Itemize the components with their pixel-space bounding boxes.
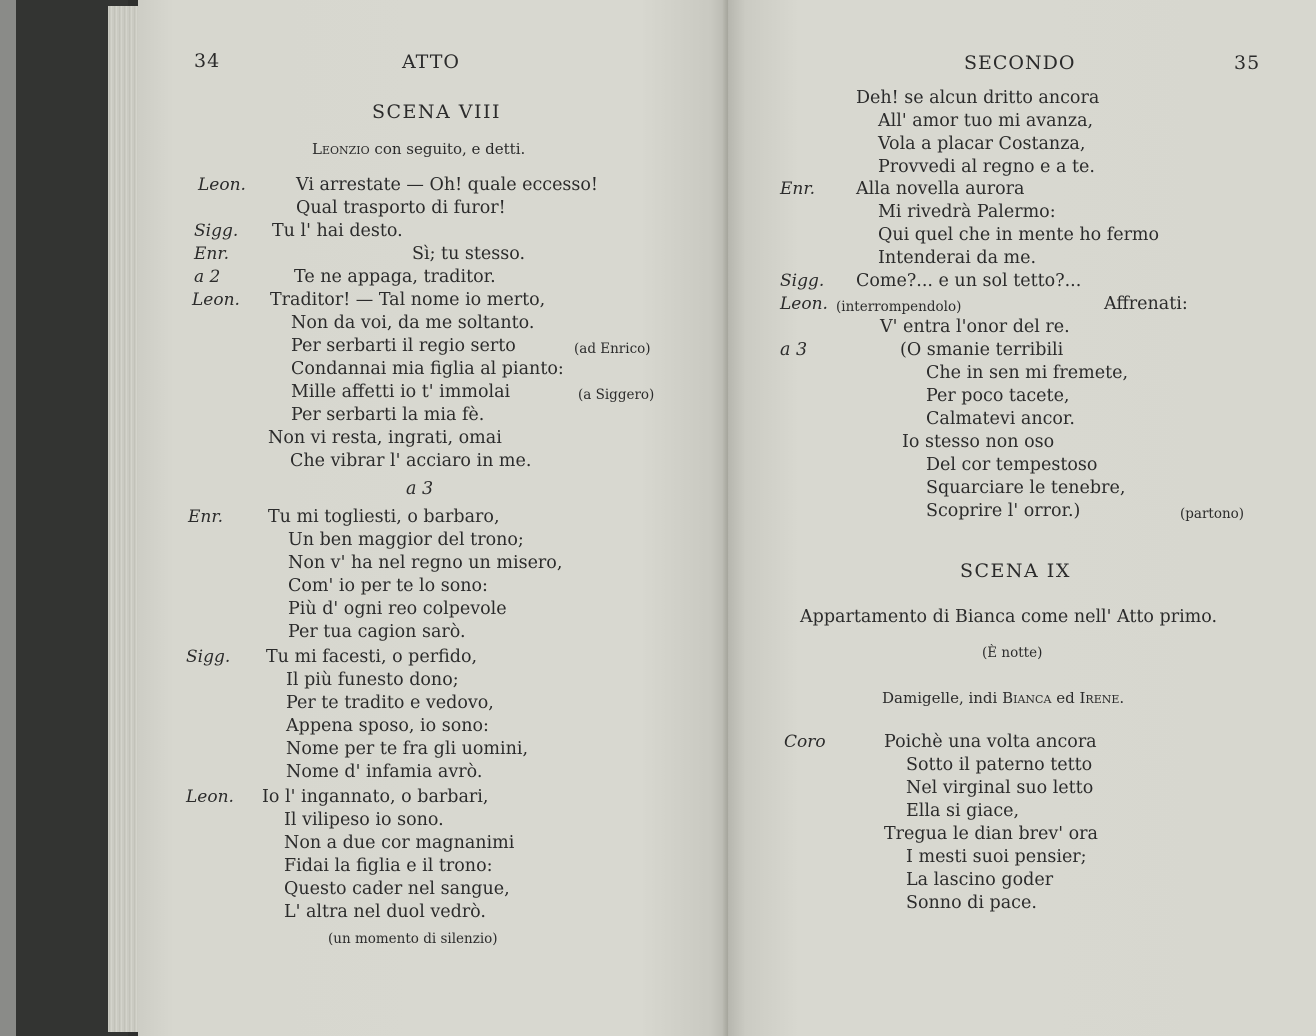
verse-line: (O smanie terribili — [900, 340, 1064, 360]
verse-line: Mille affetti io t' immolai — [291, 382, 511, 402]
verse-line: Per te tradito e vedovo, — [286, 693, 494, 713]
verse-line: Sì; tu stesso. — [412, 244, 526, 264]
verse-line: Provvedi al regno e a te. — [878, 157, 1095, 177]
character-irene: Irene. — [1079, 689, 1125, 707]
scene-characters — [882, 687, 1124, 710]
verse-line: Calmatevi ancor. — [926, 409, 1075, 429]
verse-line: Io stesso non oso — [902, 432, 1055, 452]
verse-line: Io l' ingannato, o barbari, — [262, 787, 489, 807]
verse-line: L' altra nel duol vedrò. — [284, 902, 486, 922]
speaker-label: Sigg. — [186, 647, 231, 667]
running-head-left: ATTO — [402, 51, 460, 73]
speaker-label: Enr. — [780, 179, 816, 199]
verse-line: Nel virginal suo letto — [906, 778, 1094, 798]
verse-line: Vola a placar Costanza, — [878, 134, 1086, 154]
speaker-label: Leon. — [192, 290, 240, 310]
page-number-right: 35 — [1234, 52, 1261, 74]
verse-line: Qual trasporto di furor! — [296, 198, 506, 218]
characters-and: ed — [1056, 689, 1075, 707]
scanner-edge — [0, 0, 16, 1036]
verse-line: Per poco tacete, — [926, 386, 1070, 406]
verse-line: Nome per te fra gli uomini, — [286, 739, 529, 759]
verse-line: Traditor! — Tal nome io merto, — [270, 290, 546, 310]
verse-line: Il più funesto dono; — [286, 670, 459, 690]
verse-line: Non vi resta, ingrati, omai — [268, 428, 502, 448]
verse-line: Qui quel che in mente ho fermo — [878, 225, 1160, 245]
running-head-right: SECONDO — [964, 52, 1076, 74]
verse-line: Scoprire l' orror.) — [926, 501, 1081, 521]
speaker-label: Sigg. — [194, 221, 239, 241]
verse-line: Fidai la figlia e il trono: — [284, 856, 493, 876]
scene-characters — [312, 138, 525, 161]
scene-title-viii: SCENA VIII — [372, 101, 502, 123]
verse-line: Questo cader nel sangue, — [284, 879, 510, 899]
speaker-label: Sigg. — [780, 271, 825, 291]
verse-line: Tu l' hai desto. — [272, 221, 403, 241]
verse-line: V' entra l'onor del re. — [880, 317, 1070, 337]
verse-line: Com' io per te lo sono: — [288, 576, 488, 596]
verse-line: Vi arrestate — Oh! quale eccesso! — [296, 175, 598, 195]
verse-line: Te ne appaga, traditor. — [294, 267, 496, 287]
verse-line: Deh! se alcun dritto ancora — [856, 88, 1100, 108]
verse-line: Per tua cagion sarò. — [288, 622, 466, 642]
page-number-left: 34 — [194, 50, 221, 72]
left-page — [138, 0, 728, 1036]
right-page — [728, 0, 1316, 1036]
verse-line: I mesti suoi pensier; — [906, 847, 1087, 867]
verse-line: Che vibrar l' acciaro in me. — [290, 451, 532, 471]
verse-line: Tu mi facesti, o perfido, — [266, 647, 478, 667]
speaker-label: Leon. — [780, 294, 828, 314]
verse-line: Squarciare le tenebre, — [926, 478, 1126, 498]
verse-line: Sonno di pace. — [906, 893, 1037, 913]
speaker-label: Leon. — [186, 787, 234, 807]
stage-direction: (a Siggero) — [578, 387, 655, 403]
ensemble-heading: a 3 — [406, 479, 434, 499]
verse-line: Ella si giace, — [906, 801, 1020, 821]
verse-line: Affrenati: — [1104, 294, 1188, 314]
verse-line: Tu mi togliesti, o barbaro, — [268, 507, 500, 527]
characters-prefix: Damigelle, indi — [882, 689, 998, 707]
character-leonzio: Leonzio — [312, 140, 370, 158]
characters-rest: con seguito, e detti. — [374, 140, 526, 158]
setting-note: (È notte) — [982, 645, 1043, 661]
verse-line: Più d' ogni reo colpevole — [288, 599, 507, 619]
verse-line: Non da voi, da me soltanto. — [291, 313, 535, 333]
stage-direction: (ad Enrico) — [574, 341, 651, 357]
verse-line: La lascino goder — [906, 870, 1054, 890]
verse-line: Nome d' infamia avrò. — [286, 762, 483, 782]
speaker-label: Enr. — [188, 507, 224, 527]
verse-line: Appena sposo, io sono: — [286, 716, 489, 736]
verse-line: Come?... e un sol tetto?... — [856, 271, 1082, 291]
verse-line: Mi rivedrà Palermo: — [878, 202, 1056, 222]
verse-line: Per serbarti la mia fè. — [291, 405, 485, 425]
verse-line: Il vilipeso io sono. — [284, 810, 444, 830]
speaker-label: a 2 — [194, 267, 221, 287]
speaker-label: Leon. — [198, 175, 246, 195]
verse-line: Condannai mia figlia al pianto: — [291, 359, 564, 379]
stage-direction: (partono) — [1180, 506, 1245, 522]
verse-line: Poichè una volta ancora — [884, 732, 1097, 752]
speaker-label: Coro — [784, 732, 826, 752]
verse-line: Che in sen mi fremete, — [926, 363, 1129, 383]
verse-line: Tregua le dian brev' ora — [884, 824, 1098, 844]
scene-title-ix: SCENA IX — [960, 560, 1071, 582]
verse-line: Sotto il paterno tetto — [906, 755, 1093, 775]
verse-line: Intenderai da me. — [878, 248, 1037, 268]
stage-direction: (un momento di silenzio) — [328, 931, 498, 947]
character-bianca: Bianca — [1002, 689, 1052, 707]
verse-line: Non a due cor magnanimi — [284, 833, 515, 853]
verse-line: Un ben maggior del trono; — [288, 530, 524, 550]
stage-direction: (interrompendolo) — [836, 299, 962, 315]
page-stack-edges — [108, 6, 140, 1032]
verse-line: Alla novella aurora — [856, 179, 1025, 199]
verse-line: Del cor tempestoso — [926, 455, 1098, 475]
speaker-label: a 3 — [780, 340, 808, 360]
verse-line: Per serbarti il regio serto — [291, 336, 516, 356]
speaker-label: Enr. — [194, 244, 230, 264]
verse-line: All' amor tuo mi avanza, — [878, 111, 1094, 131]
scene-setting: Appartamento di Bianca come nell' Atto primo. — [800, 607, 1218, 627]
verse-line: Non v' ha nel regno un misero, — [288, 553, 563, 573]
